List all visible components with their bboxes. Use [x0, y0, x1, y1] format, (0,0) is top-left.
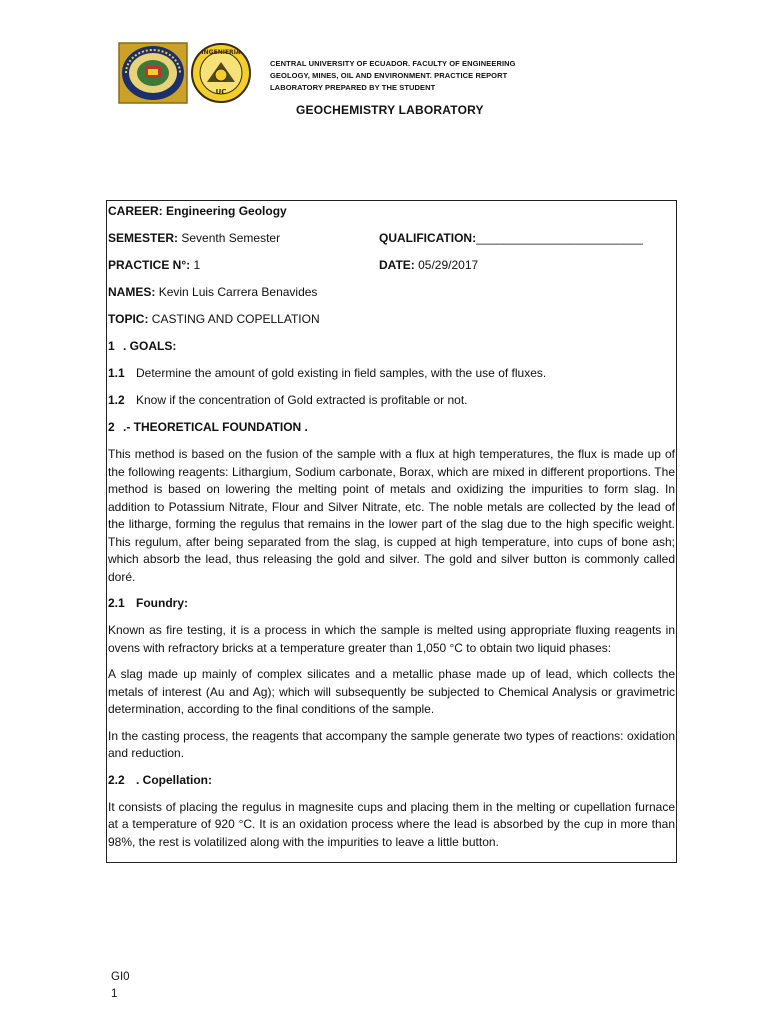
cupellation-number: 2.2 [108, 772, 125, 787]
foundry-paragraph-1: Known as fire testing, it is a process in which the sample is melted using appropriate fluxing reagents in ovens with refractory bricks at a temperature greater than 1,050 °C to obtain two liquid phases: [108, 623, 675, 655]
qualification-label: QUALIFICATION: [379, 231, 477, 245]
engineering-faculty-logo [187, 42, 255, 104]
logo-top-text: INGENIERIA [201, 49, 241, 56]
practice-value: 1 [193, 258, 201, 272]
header-line-1: CENTRAL UNIVERSITY OF ECUADOR. FACULTY OF ENGINEERING [270, 59, 516, 68]
cupellation-paragraph: It consists of placing the regulus in magnesite cups and placing them in the melting or cupellation furnace at a temperature of 920 °C. It is an oxidation process where the lead is absorbed by the cup in more than 98%, the rest is volatilized along with the impurities to leave a little button. [108, 799, 675, 849]
career-row [107, 203, 676, 221]
goal-2 [107, 392, 676, 410]
goals-number: 1 [108, 339, 115, 353]
theory-number: 2 [108, 420, 115, 434]
semester-row [107, 230, 676, 248]
header-line-3: LABORATORY PREPARED BY THE STUDENT [270, 83, 436, 92]
goal-2-number: 1.2 [108, 393, 125, 407]
foundry-number: 2.1 [108, 596, 125, 610]
practice-label: PRACTICE N°: [108, 258, 191, 272]
university-seal-logo [118, 42, 188, 104]
names-row [107, 284, 676, 302]
document-code [111, 969, 130, 1003]
topic-row [107, 311, 676, 329]
topic-value: CASTING AND COPELLATION [151, 312, 320, 326]
foundry-title: Foundry: [136, 596, 188, 610]
theory-title: .- THEORETICAL FOUNDATION . [123, 420, 308, 434]
document-code-line-1: GI0 [111, 971, 130, 983]
goal-1-text: Determine the amount of gold existing in field samples, with the use of fluxes. [136, 366, 547, 380]
practice-row [107, 257, 676, 275]
report-box [106, 200, 677, 863]
career-label: CAREER: [108, 204, 163, 218]
goals-heading [107, 338, 676, 356]
topic-label: TOPIC: [108, 312, 149, 326]
names-value: Kevin Luis Carrera Benavides [158, 285, 318, 299]
qualification-value: _________________________ [476, 231, 643, 245]
lab-title: GEOCHEMISTRY LABORATORY [296, 103, 484, 117]
goal-1 [107, 365, 676, 383]
foundry-heading [107, 595, 676, 613]
semester-label: SEMESTER: [108, 231, 179, 245]
goal-1-number: 1.1 [108, 366, 125, 380]
foundry-paragraph-2: A slag made up mainly of complex silicates and a metallic phase made up of lead, which collects the metals of interest (Au and Ag); which will subsequently be subjected to Chemical Analysis or gravimetric determination, according to the final conditions of the sample. [108, 667, 675, 716]
date-field [379, 257, 478, 275]
institution-header [270, 58, 570, 94]
career-value: Engineering Geology [166, 204, 287, 218]
theory-paragraph: This method is based on the fusion of the sample with a flux at high temperatures, the flux is made up of the following reagents: Lithargium, Sodium carbonate, Borax, which are mixed in different proportions. The method is based on lowering the melting point of metals and oxidizing the impurities to form slag. In addition to Potassium Nitrate, Flour and Silver Nitrate, etc. The noble metals are collected by the lead of the litharge, forming the regulus that remains in the lower part of the slag due to the high specific weight. This regulum, after being separated from the slag, is cupped at high temperature, into cups of bone ash; which absorb the lead, thus releasing the gold and silver. The gold and silver button is commonly called doré. [108, 447, 675, 584]
semester-value: Seventh Semester [181, 231, 281, 245]
header-line-2: GEOLOGY, MINES, OIL AND ENVIRONMENT. PRACTICE REPORT [270, 71, 508, 80]
qualification-field [379, 230, 643, 248]
names-label: NAMES: [108, 285, 156, 299]
date-value: 05/29/2017 [418, 258, 479, 272]
document-code-line-2: 1 [111, 988, 118, 1000]
cupellation-heading [107, 772, 676, 790]
foundry-paragraph-3: In the casting process, the reagents that accompany the sample generate two types of reactions: oxidation and reduction. [108, 728, 675, 760]
goal-2-text: Know if the concentration of Gold extracted is profitable or not. [136, 393, 468, 407]
cupellation-title: . Copellation: [136, 772, 212, 787]
logo-mid-text: UC [215, 88, 227, 96]
goals-title: . GOALS: [123, 339, 177, 353]
theory-heading [107, 419, 676, 437]
date-label: DATE: [379, 258, 415, 272]
